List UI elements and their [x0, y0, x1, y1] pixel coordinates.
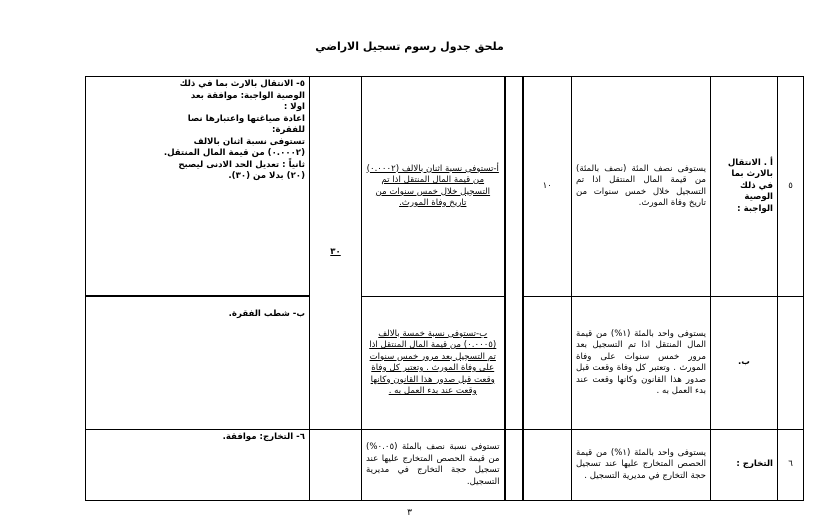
table-row-5a [86, 77, 804, 296]
proposed-text-cell: ب-تستوفى نسبة خمسة بالالف (٠.٠٠٠٥) من قيمة المال المنتقل اذا تم التسجيل بعد مرور خمس سنوات على وفاة المورث . وتعتبر كل وفاة وقعت قبل صدور هذا القانون وكانها وقعت عند بدء العمل به . [362, 297, 505, 430]
empty-cell [523, 430, 572, 501]
current-text-cell: يستوفى نصف المئة (نصف بالمئة) من قيمة المال المنتقل اذا تم التسجيل خلال خمس سنوات من تاريخ وفاة المورث. [572, 77, 711, 297]
row-number: ٥ [778, 77, 804, 297]
fees-table [85, 76, 804, 501]
remark-line: ٥- الانتقال بالارث بما في ذلك [179, 79, 305, 89]
remark-line: تستوفى نسبة اثنان بالالف [193, 136, 305, 147]
subject-cell: أ . الانتقال بالارث بما في ذلك الوصية الواجبة : [711, 77, 778, 297]
page-title: ملحق جدول رسوم تسجيل الاراضي [315, 40, 504, 53]
subject-cell: التخارج : [711, 430, 778, 501]
remark-cell: ب- شطب الفقرة. [86, 297, 310, 430]
remark-line: (٠.٠٠٠٢) من قيمة المال المنتقل. [163, 148, 305, 158]
empty-cell [310, 430, 362, 501]
remark-line: اعادة صياغتها واعتبارها نصا [187, 113, 305, 124]
table-row-6 [86, 430, 804, 501]
remark-line: اولا : [283, 102, 305, 112]
current-text-cell: يستوفى واحد بالمئة (١%) من قيمة الحصص المتخارج عليها عند تسجيل حجة التخارج في مديرية التسجيل . [572, 430, 711, 501]
current-fee-cell: ١٠ [523, 77, 572, 297]
remark-line: ثانياً : تعديل الحد الادنى ليصبح [178, 159, 305, 170]
empty-cell [523, 297, 572, 430]
remark-line: الوصية الواجبة: موافقة بعد [190, 90, 305, 101]
separator-column [505, 77, 523, 430]
remark-cell [86, 77, 310, 296]
page-number: ٣ [407, 508, 412, 518]
separator-column [505, 430, 523, 501]
proposed-text-cell: أ-تستوفى نسبة اثنان بالالف (٠.٠٠٠٢) من قيمة المال المنتقل اذا تم التسجيل خلال خمس سنوات من تاريخ وفاة المورث. [362, 77, 505, 297]
remark-line: للفقرة: [272, 125, 305, 135]
row-number: ٦ [778, 430, 804, 501]
proposed-fee-cell: ٣٠ [310, 77, 362, 430]
remark-line: (٢٠) بدلا من (٣٠). [228, 171, 305, 181]
remark-cell: ٦- التخارج: موافقة. [86, 430, 310, 501]
proposed-text-cell: تستوفى نسبة نصف بالمئة (٠.٠٥%) من قيمة الحصص المتخارج عليها عند تسجيل حجة التخارج في مديرية التسجيل. [362, 430, 505, 501]
subject-cell: ب. [711, 297, 778, 430]
empty-cell [778, 297, 804, 430]
current-text-cell: يستوفى واحد بالمئة (١%) من قيمة المال المنتقل اذا تم التسجيل بعد مرور خمس سنوات على وفاة المورث . وتعتبر كل وفاة وقعت قبل صدور هذا القانون وكانها وقعت عند بدء العمل به . [572, 297, 711, 430]
table-row-5b [86, 297, 804, 430]
